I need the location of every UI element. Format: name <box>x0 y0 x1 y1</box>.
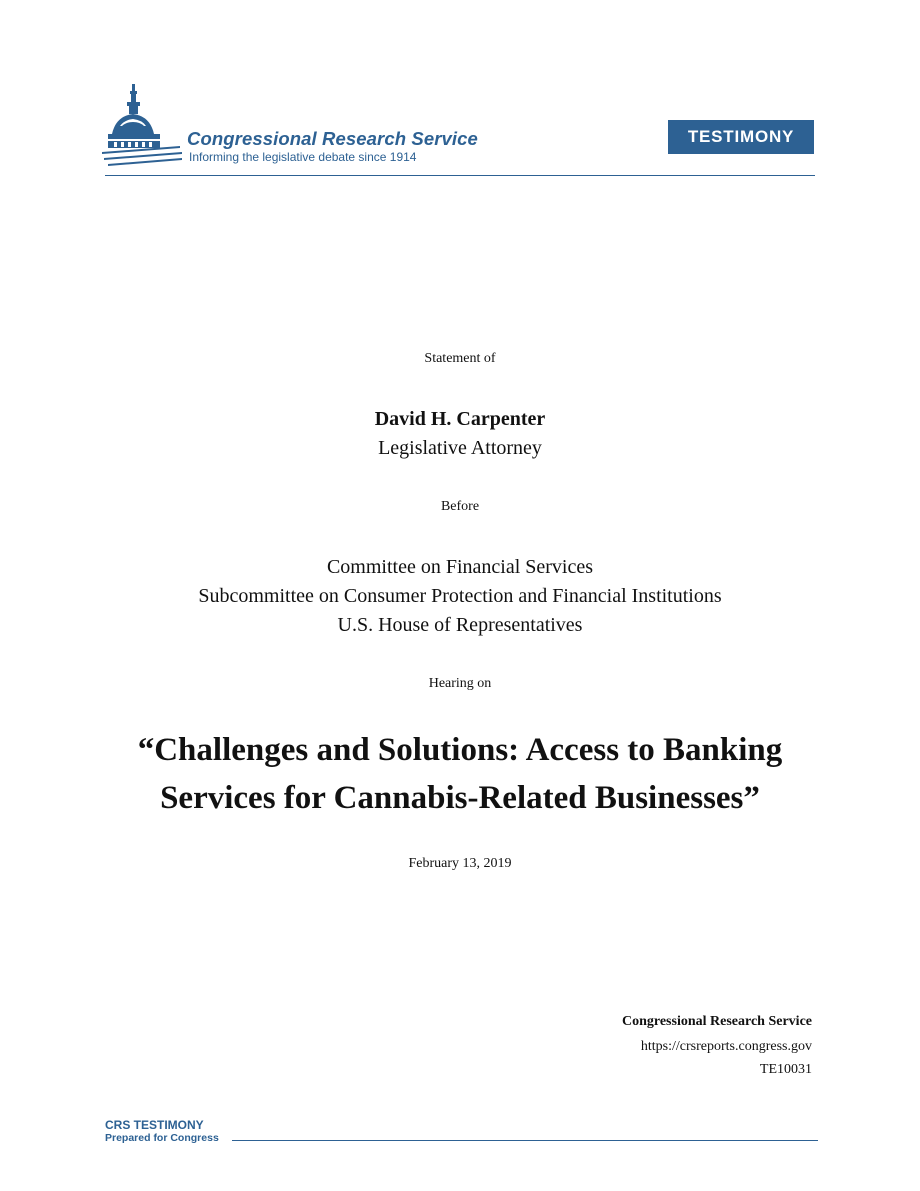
statement-intro: Statement of <box>424 351 496 366</box>
document-type-badge: TESTIMONY <box>668 120 814 154</box>
brand-tagline: Informing the legislative debate since 1914 <box>189 150 417 164</box>
chamber-name: U.S. House of Representatives <box>337 614 583 636</box>
committee-name: Committee on Financial Services <box>326 556 594 578</box>
footer-series-label: CRS TESTIMONY <box>105 1118 204 1132</box>
hearing-label: Hearing on <box>428 676 492 691</box>
before-label: Before <box>440 499 480 514</box>
hearing-title-line-1: “Challenges and Solutions: Access to Banking <box>137 732 783 768</box>
subcommittee-name: Subcommittee on Consumer Protection and Financial Institutions <box>198 585 722 607</box>
hearing-date: February 13, 2019 <box>408 856 512 871</box>
report-id: TE10031 <box>759 1062 812 1077</box>
publisher-name: Congressional Research Service <box>621 1014 812 1029</box>
footer-divider <box>232 1140 818 1141</box>
publisher-url-link[interactable]: https://crsreports.congress.gov <box>640 1039 812 1054</box>
capitol-dome-logo-icon <box>102 82 184 168</box>
witness-name: David H. Carpenter <box>374 408 546 430</box>
header-divider <box>105 175 815 176</box>
hearing-title-line-2: Services for Cannabis-Related Businesses” <box>160 780 760 816</box>
witness-title: Legislative Attorney <box>378 437 542 459</box>
footer-subtitle: Prepared for Congress <box>105 1132 219 1144</box>
brand-name: Congressional Research Service <box>187 128 478 149</box>
